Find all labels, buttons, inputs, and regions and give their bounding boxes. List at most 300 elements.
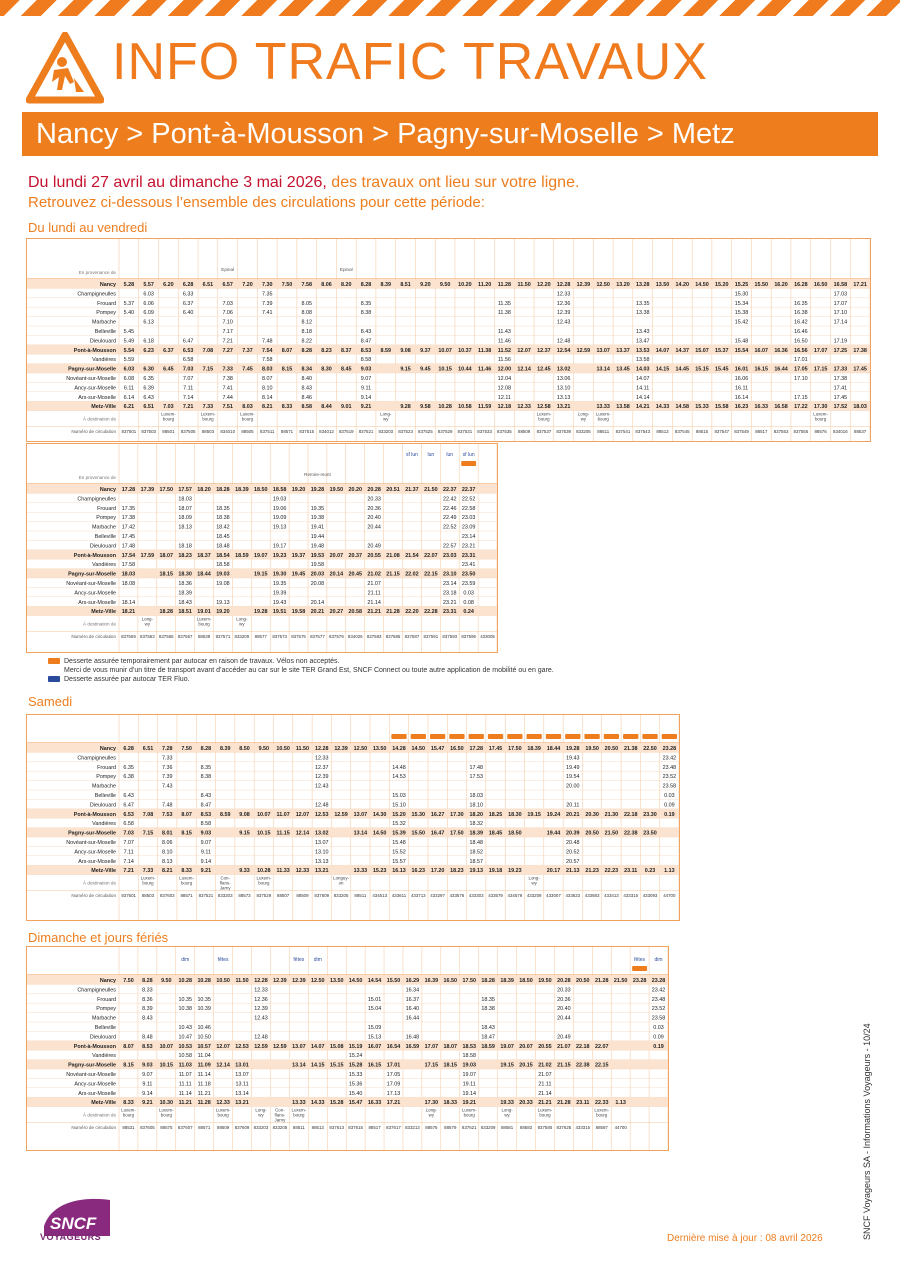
- departure-time: 13.07: [596, 347, 610, 354]
- departure-time: 11.35: [497, 300, 511, 307]
- departure-time: 20.33: [367, 496, 381, 503]
- departure-time: 18.52: [469, 849, 483, 856]
- departure-time: 19.20: [216, 609, 230, 616]
- departure-time: 9.07: [360, 376, 372, 382]
- day-note: fêtes: [634, 957, 646, 963]
- departure-time: 11.43: [497, 329, 511, 335]
- departure-time: 0.24: [463, 609, 474, 616]
- departure-time: 22.37: [461, 487, 476, 493]
- departure-time: 0.09: [664, 802, 675, 809]
- departure-time: 19.44: [310, 534, 325, 540]
- bus-substitution-icon: [565, 734, 580, 739]
- circulation-number: 837587: [404, 634, 420, 640]
- departure-time: 19.07: [462, 1072, 476, 1078]
- departure-time: 21.15: [386, 571, 400, 578]
- departure-time: 6.03: [123, 366, 135, 373]
- departure-time: 8.39: [219, 746, 231, 752]
- section-saturday: Samedi: [28, 694, 73, 709]
- circulation-number: 834016: [833, 429, 848, 435]
- departure-time: 12.48: [315, 802, 329, 809]
- station-name: Metz-Ville: [91, 1100, 116, 1107]
- departure-time: 8.40: [301, 376, 312, 382]
- departure-time: 17.15: [794, 394, 808, 401]
- departure-time: 15.15: [695, 366, 709, 373]
- departure-time: 12.39: [556, 310, 571, 317]
- departure-time: 7.11: [123, 849, 134, 856]
- departure-time: 7.07: [182, 376, 194, 382]
- departure-time: 23.14: [461, 534, 476, 540]
- departure-time: 20.58: [348, 609, 362, 616]
- departure-time: 8.10: [162, 849, 173, 856]
- departure-time: 9.21: [142, 1100, 153, 1107]
- departure-time: 17.09: [386, 1081, 401, 1088]
- departure-time: 19.13: [469, 868, 483, 875]
- destination-label: À destination de: [83, 416, 116, 422]
- departure-time: 15.50: [754, 282, 769, 288]
- departure-time: 10.35: [197, 996, 211, 1003]
- departure-time: 9.21: [360, 404, 372, 411]
- departure-time: 5.59: [123, 357, 135, 364]
- day-note: dim: [654, 957, 663, 963]
- circulation-number: 837567: [177, 634, 193, 640]
- station-name: Ancy-sur-Moselle: [74, 590, 116, 597]
- departure-time: 12.43: [254, 1015, 268, 1022]
- departure-time: 15.08: [329, 1043, 344, 1050]
- departure-time: 20.51: [386, 487, 400, 493]
- departure-time: 6.35: [143, 376, 154, 382]
- destination-cell: wy: [258, 1112, 264, 1118]
- departure-time: 19.09: [272, 515, 287, 522]
- departure-time: 19.50: [585, 746, 599, 752]
- departure-time: 15.32: [392, 821, 406, 828]
- departure-time: 15.47: [348, 1100, 363, 1107]
- departure-time: 12.36: [254, 996, 268, 1003]
- departure-time: 5.57: [143, 282, 154, 288]
- departure-time: 13.20: [616, 282, 630, 288]
- departure-time: 22.49: [443, 515, 457, 522]
- circulation-number: 837529: [437, 429, 453, 435]
- departure-time: 13.33: [596, 404, 610, 411]
- departure-time: 20.44: [557, 1015, 571, 1022]
- departure-time: 12.50: [596, 282, 610, 288]
- departure-time: 22.38: [623, 830, 638, 837]
- departure-time: 7.28: [162, 746, 173, 752]
- departure-time: 13.58: [616, 404, 630, 411]
- section-weekdays: Du lundi au vendredi: [28, 220, 148, 235]
- destination-cell: Long-: [380, 411, 392, 417]
- departure-time: 6.51: [142, 746, 154, 752]
- departure-time: 20.57: [566, 858, 580, 865]
- departure-time: 9.45: [420, 366, 431, 373]
- departure-time: 18.59: [481, 1043, 495, 1050]
- departure-time: 8.13: [162, 858, 173, 865]
- departure-time: 7.11: [183, 385, 194, 392]
- departure-time: 17.14: [833, 319, 848, 326]
- departure-time: 23.31: [461, 552, 476, 559]
- departure-time: 7.33: [142, 868, 154, 875]
- departure-time: 20.50: [576, 978, 590, 984]
- departure-time: 7.07: [123, 840, 134, 846]
- departure-time: 6.51: [202, 282, 214, 288]
- departure-time: 21.11: [538, 1081, 552, 1088]
- station-name: Pompey: [96, 1006, 116, 1013]
- departure-time: 9.37: [420, 347, 431, 354]
- departure-time: 11.04: [197, 1053, 211, 1060]
- departure-time: 6.53: [182, 347, 194, 354]
- departure-time: 7.30: [261, 282, 273, 288]
- destination-cell: bourg: [241, 416, 254, 422]
- departure-time: 15.04: [367, 1006, 382, 1013]
- departure-time: 16.28: [794, 282, 808, 288]
- departure-time: 11.11: [178, 1081, 192, 1088]
- departure-time: 11.21: [178, 1100, 192, 1107]
- legend-ticket-text: Merci de vous munir d’un titre de transport avant d’accéder au car sur le site TER Grand Est, SNCF Connect ou toute autre application de mobilité ou en gare.: [64, 667, 554, 674]
- departure-time: 7.39: [162, 774, 173, 781]
- departure-time: 6.28: [123, 746, 134, 752]
- departure-time: 7.33: [202, 404, 214, 411]
- departure-time: 17.19: [833, 338, 848, 345]
- departure-time: 22.07: [594, 1043, 609, 1050]
- circulation-number: 837543: [635, 429, 651, 435]
- departure-time: 12.28: [315, 746, 329, 752]
- destination-cell: bourg: [160, 1112, 172, 1118]
- circulation-number: 837593: [442, 634, 458, 640]
- departure-time: 20.45: [348, 571, 362, 578]
- departure-time: 10.53: [178, 1043, 193, 1050]
- destination-cell: Luxem-: [161, 411, 176, 417]
- departure-time: 8.58: [200, 821, 212, 828]
- destination-cell: bourg: [463, 1112, 475, 1118]
- departure-time: 12.59: [254, 1043, 268, 1050]
- circulation-number: 88505: [241, 429, 254, 435]
- destination-cell: Luxem-: [200, 411, 216, 417]
- departure-time: 17.45: [853, 366, 867, 373]
- departure-time: 15.42: [734, 319, 749, 326]
- station-name: Vandières: [92, 357, 116, 364]
- departure-time: 8.01: [162, 830, 173, 837]
- departure-time: 7.20: [242, 282, 253, 288]
- departure-time: 12.20: [537, 282, 551, 288]
- departure-time: 10.07: [257, 811, 271, 818]
- circulation-number: 837521: [198, 893, 214, 899]
- departure-time: 12.07: [216, 1043, 230, 1050]
- destination-cell: wy: [239, 621, 245, 627]
- departure-time: 17.48: [469, 764, 483, 771]
- bus-substitution-icon: [488, 734, 503, 739]
- departure-time: 21.54: [405, 552, 419, 559]
- station-name: Ars-sur-Moselle: [78, 1090, 116, 1097]
- departure-time: 7.48: [261, 338, 273, 345]
- departure-time: 7.39: [261, 300, 273, 307]
- departure-time: 19.50: [329, 487, 344, 493]
- departure-time: 16.50: [813, 282, 828, 288]
- destination-cell: bourg: [814, 416, 827, 422]
- departure-time: 23.28: [651, 978, 666, 984]
- departure-time: 16.01: [734, 366, 749, 373]
- departure-time: 9.58: [420, 404, 431, 411]
- departure-time: 20.52: [566, 849, 580, 856]
- departure-time: 17.15: [813, 366, 828, 373]
- departure-time: 19.58: [291, 609, 306, 616]
- departure-time: 6.06: [143, 300, 154, 307]
- departure-time: 15.50: [386, 978, 401, 984]
- station-name: Vandières: [92, 562, 116, 569]
- circulation-number: 88571: [280, 429, 294, 435]
- circulation-number: 433623: [565, 893, 581, 899]
- destination-cell: Luxem-: [291, 1107, 307, 1113]
- departure-time: 12.54: [556, 347, 571, 354]
- circulation-number: 433413: [604, 893, 619, 899]
- destination-cell: wy: [531, 880, 537, 886]
- departure-time: 12.33: [556, 291, 571, 298]
- destination-cell: Long-: [425, 1107, 437, 1113]
- station-name: Ars-sur-Moselle: [78, 858, 116, 865]
- departure-time: 14.33: [311, 1100, 325, 1107]
- departure-time: 13.28: [635, 282, 650, 288]
- departure-time: 16.14: [734, 394, 749, 401]
- departure-time: 14.15: [311, 1062, 325, 1069]
- departure-time: 11.20: [478, 282, 492, 288]
- logo-subtitle: VOYAGEURS: [40, 1232, 102, 1242]
- departure-time: 15.20: [715, 282, 729, 288]
- station-name: Dieulouard: [89, 543, 116, 550]
- departure-time: 0.03: [463, 590, 474, 597]
- departure-time: 8.33: [123, 1100, 134, 1107]
- departure-time: 19.58: [310, 562, 325, 569]
- departure-time: 16.27: [430, 811, 445, 818]
- day-note: fêtes: [293, 957, 305, 963]
- departure-time: 13.10: [556, 385, 571, 392]
- day-note: dim: [313, 957, 322, 963]
- departure-time: 13.06: [556, 376, 571, 382]
- departure-time: 13.07: [235, 1072, 249, 1078]
- departure-time: 10.58: [458, 404, 472, 411]
- station-name: Nancy: [99, 487, 116, 493]
- departure-time: 14.14: [635, 394, 650, 401]
- departure-time: 5.54: [123, 347, 135, 354]
- departure-time: 13.07: [292, 1043, 306, 1050]
- departure-time: 13.10: [315, 849, 329, 856]
- departure-time: 5.49: [123, 338, 135, 345]
- circulation-number: 837571: [215, 634, 231, 640]
- circulation-number: 834012: [319, 429, 334, 435]
- departure-time: 20.28: [557, 978, 571, 984]
- departure-time: 13.01: [235, 1062, 249, 1069]
- departure-time: 12.07: [295, 811, 310, 818]
- circulation-number: 837603: [159, 893, 175, 899]
- circulation-number: 433315: [575, 1125, 591, 1131]
- departure-time: 23.41: [461, 562, 476, 569]
- bus-substitution-icon: [662, 734, 677, 739]
- departure-time: 18.39: [500, 978, 514, 984]
- departure-time: 17.35: [121, 505, 136, 512]
- departure-time: 17.50: [508, 746, 522, 752]
- departure-time: 20.39: [566, 830, 580, 837]
- bus-substitution-icon: [623, 734, 638, 739]
- departure-time: 11.38: [478, 347, 492, 354]
- departure-time: 21.23: [585, 868, 599, 875]
- circulation-number: 833203: [217, 893, 233, 899]
- circulation-number: 834026: [347, 634, 363, 640]
- station-name: Champigneulles: [77, 291, 116, 298]
- destination-cell: Luxem-: [536, 411, 552, 417]
- intro-rest: des travaux ont lieu sur votre ligne.: [326, 174, 580, 191]
- circulation-number: 837595: [461, 634, 476, 640]
- departure-time: 16.33: [754, 404, 769, 411]
- provenance-label: En provenance de: [78, 270, 116, 275]
- departure-time: 18.44: [197, 571, 211, 578]
- departure-time: 10.28: [438, 404, 452, 411]
- departure-time: 17.05: [794, 366, 808, 373]
- timetable-saturday: [26, 714, 680, 921]
- destination-cell: Luxem-: [595, 411, 611, 417]
- circulation-number: 44700: [663, 893, 676, 899]
- provenance-cell: Epinal: [221, 267, 235, 272]
- departure-time: 9.14: [200, 858, 212, 865]
- departure-time: 23.11: [624, 868, 638, 875]
- departure-time: 15.03: [392, 793, 406, 799]
- departure-time: 13.21: [556, 404, 571, 411]
- departure-time: 6.58: [182, 357, 194, 364]
- destination-cell: Long-: [255, 1107, 267, 1113]
- station-name: Ars-sur-Moselle: [78, 599, 116, 606]
- departure-time: 17.10: [794, 376, 808, 382]
- departure-time: 23.48: [651, 996, 666, 1003]
- departure-time: 10.28: [257, 868, 271, 875]
- departure-time: 10.50: [216, 978, 230, 984]
- departure-time: 16.50: [794, 338, 808, 345]
- departure-time: 23.58: [662, 783, 677, 790]
- circulation-number: 837505: [180, 429, 196, 435]
- departure-time: 8.07: [181, 811, 192, 818]
- departure-time: 12.59: [334, 811, 348, 818]
- timetable-weekday-2-grid: [27, 444, 497, 652]
- circulation-label: Numéro de circulation: [71, 429, 116, 435]
- departure-time: 8.03: [242, 404, 253, 411]
- departure-time: 17.39: [140, 487, 155, 493]
- circulation-number: 837501: [121, 429, 137, 435]
- departure-time: 7.21: [222, 338, 233, 345]
- circulation-number: 88583: [519, 1125, 533, 1131]
- circulation-number: 837579: [329, 634, 344, 640]
- departure-time: 21.50: [613, 978, 628, 984]
- circulation-number: 837533: [477, 429, 492, 435]
- departure-time: 18.43: [481, 1025, 495, 1031]
- departure-time: 17.52: [833, 404, 848, 411]
- departure-time: 20.28: [367, 487, 381, 493]
- bus-substitution-icon: [411, 734, 426, 739]
- departure-time: 21.37: [405, 487, 419, 493]
- departure-time: 19.37: [291, 552, 306, 559]
- departure-time: 7.50: [281, 282, 293, 288]
- departure-time: 20.49: [557, 1034, 571, 1041]
- departure-time: 22.33: [594, 1100, 609, 1107]
- circulation-number: 88509: [296, 893, 309, 899]
- departure-time: 15.01: [367, 996, 382, 1003]
- departure-time: 8.30: [321, 366, 332, 373]
- station-name: Dieulouard: [89, 1034, 116, 1041]
- departure-time: 20.07: [519, 1043, 533, 1050]
- departure-time: 18.57: [469, 858, 483, 865]
- departure-time: 20.33: [519, 1100, 533, 1107]
- departure-time: 23.58: [651, 1015, 666, 1022]
- departure-time: 11.14: [197, 1072, 211, 1078]
- departure-time: 17.05: [386, 1072, 401, 1078]
- departure-time: 12.08: [497, 385, 512, 392]
- departure-time: 10.07: [438, 347, 452, 354]
- departure-time: 7.03: [222, 300, 233, 307]
- departure-time: 0.03: [664, 793, 675, 799]
- destination-cell: bourg: [258, 880, 270, 886]
- departure-time: 19.07: [254, 552, 268, 559]
- circulation-number: 837531: [457, 429, 473, 435]
- departure-time: 16.15: [367, 1062, 382, 1069]
- departure-time: 17.33: [833, 366, 848, 373]
- departure-time: 16.06: [734, 376, 749, 382]
- departure-time: 22.46: [443, 505, 457, 512]
- departure-time: 10.57: [197, 1043, 211, 1050]
- departure-time: 9.28: [400, 404, 411, 411]
- bus-substitution-icon: [546, 734, 561, 739]
- departure-time: 16.38: [794, 310, 808, 317]
- departure-time: 16.48: [405, 1034, 420, 1041]
- departure-time: 5.45: [123, 329, 135, 335]
- circulation-number: 88575: [160, 1125, 173, 1131]
- departure-time: 7.27: [222, 347, 233, 354]
- departure-time: 12.48: [254, 1034, 268, 1041]
- departure-time: 11.50: [295, 746, 310, 752]
- circulation-number: 88509: [518, 429, 531, 435]
- departure-time: 15.23: [372, 868, 387, 875]
- destination-cell: Con-: [220, 875, 230, 881]
- departure-time: 23.03: [443, 552, 457, 559]
- departure-time: 14.21: [635, 404, 650, 411]
- circulation-number: 837583: [366, 634, 382, 640]
- departure-time: 14.07: [635, 376, 650, 382]
- circulation-number: 88571: [198, 1125, 211, 1131]
- departure-time: 15.10: [392, 802, 406, 809]
- circulation-number: 837609: [234, 1125, 250, 1131]
- departure-time: 13.07: [353, 811, 368, 818]
- departure-time: 9.11: [360, 385, 372, 392]
- departure-time: 17.30: [450, 811, 464, 818]
- departure-time: 8.43: [360, 329, 372, 335]
- circulation-number: 433303: [468, 893, 484, 899]
- departure-time: 10.20: [458, 282, 472, 288]
- departure-time: 22.28: [424, 609, 438, 616]
- departure-time: 19.43: [272, 599, 287, 606]
- departure-time: 8.50: [239, 746, 250, 752]
- circulation-number: 833205: [272, 1125, 288, 1131]
- destination-cell: bourg: [597, 416, 609, 422]
- departure-time: 8.03: [261, 366, 273, 373]
- departure-time: 9.07: [200, 840, 212, 846]
- departure-time: 12.14: [517, 366, 531, 373]
- departure-time: 21.21: [538, 1100, 552, 1107]
- departure-time: 14.11: [636, 385, 650, 392]
- destination-cell: bourg: [596, 1112, 608, 1118]
- legend-bus: [48, 657, 554, 666]
- departure-time: 19.18: [488, 868, 503, 875]
- departure-time: 19.35: [272, 581, 287, 587]
- departure-time: 16.11: [734, 385, 749, 392]
- departure-time: 15.54: [734, 347, 749, 354]
- departure-time: 9.33: [239, 868, 250, 875]
- departure-time: 6.39: [143, 385, 154, 392]
- departure-time: 7.41: [261, 310, 273, 317]
- departure-time: 0.23: [644, 868, 656, 875]
- departure-time: 18.28: [481, 978, 495, 984]
